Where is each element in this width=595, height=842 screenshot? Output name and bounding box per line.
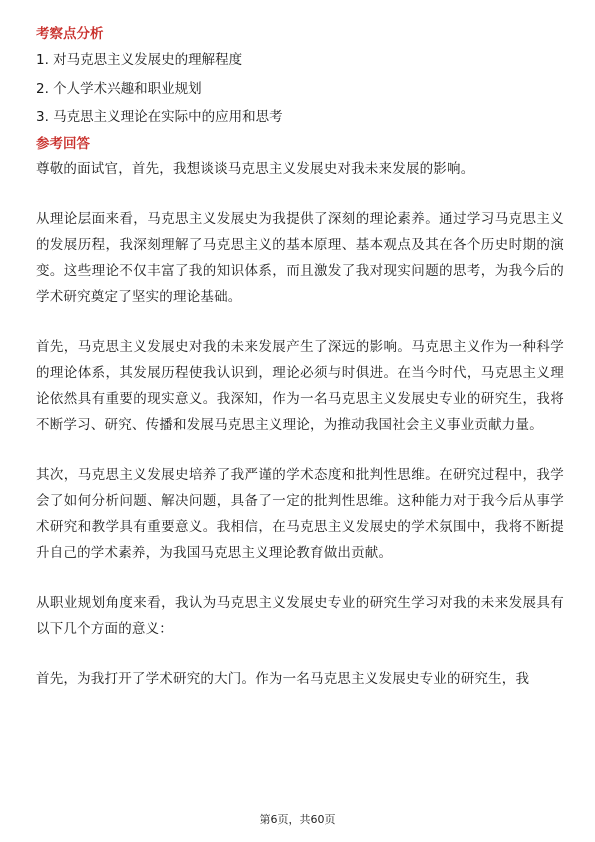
analysis-point: 2. 个人学术兴趣和职业规划 [36, 80, 202, 97]
page-number: 第6页，共60页 [259, 813, 336, 826]
answer-paragraph: 从理论层面来看，马克思主义发展史为我提供了深刻的理论素养。通过学习马克思主义的发展历程，我深刻理解了马克思主义的基本原理、基本观点及其在各个历史时期的演变。这些理论不仅丰富了我的知识体系，而且激发了我对现实问题的思考，为我今后的学术研究奠定了坚实的理论基础。 [36, 210, 564, 305]
analysis-points-list [36, 50, 564, 127]
answer-paragraph: 首先，为我打开了学术研究的大门。作为一名马克思主义发展史专业的研究生，我 [36, 670, 530, 687]
page-content [36, 24, 564, 692]
analysis-heading: 考察点分析 [36, 26, 104, 42]
answer-paragraph: 尊敬的面试官，首先，我想谈谈马克思主义发展史对我未来发展的影响。 [36, 160, 475, 177]
analysis-point: 3. 马克思主义理论在实际中的应用和思考 [36, 109, 283, 125]
analysis-point: 1. 对马克思主义发展史的理解程度 [36, 52, 243, 68]
answer-paragraph: 首先，马克思主义发展史对我的未来发展产生了深远的影响。马克思主义作为一种科学的理论体系，其发展历程使我认识到，理论必须与时俱进。在当今时代，马克思主义理论依然具有重要的现实意义。我深知，作为一名马克思主义发展史专业的研究生，我将不断学习、研究、传播和发展马克思主义理论，为推动我国社会主义事业贡献力量。 [36, 338, 564, 433]
answer-paragraph: 其次，马克思主义发展史培养了我严谨的学术态度和批判性思维。在研究过程中，我学会了如何分析问题、解决问题，具备了一定的批判性思维。这种能力对于我今后从事学术研究和教学具有重要意义。我相信，在马克思主义发展史的学术氛围中，我将不断提升自己的学术素养，为我国马克思主义理论教育做出贡献。 [36, 466, 564, 561]
answer-heading: 参考回答 [36, 135, 90, 152]
answer-paragraph: 从职业规划角度来看，我认为马克思主义发展史专业的研究生学习对我的未来发展具有以下几个方面的意义： [36, 594, 564, 637]
